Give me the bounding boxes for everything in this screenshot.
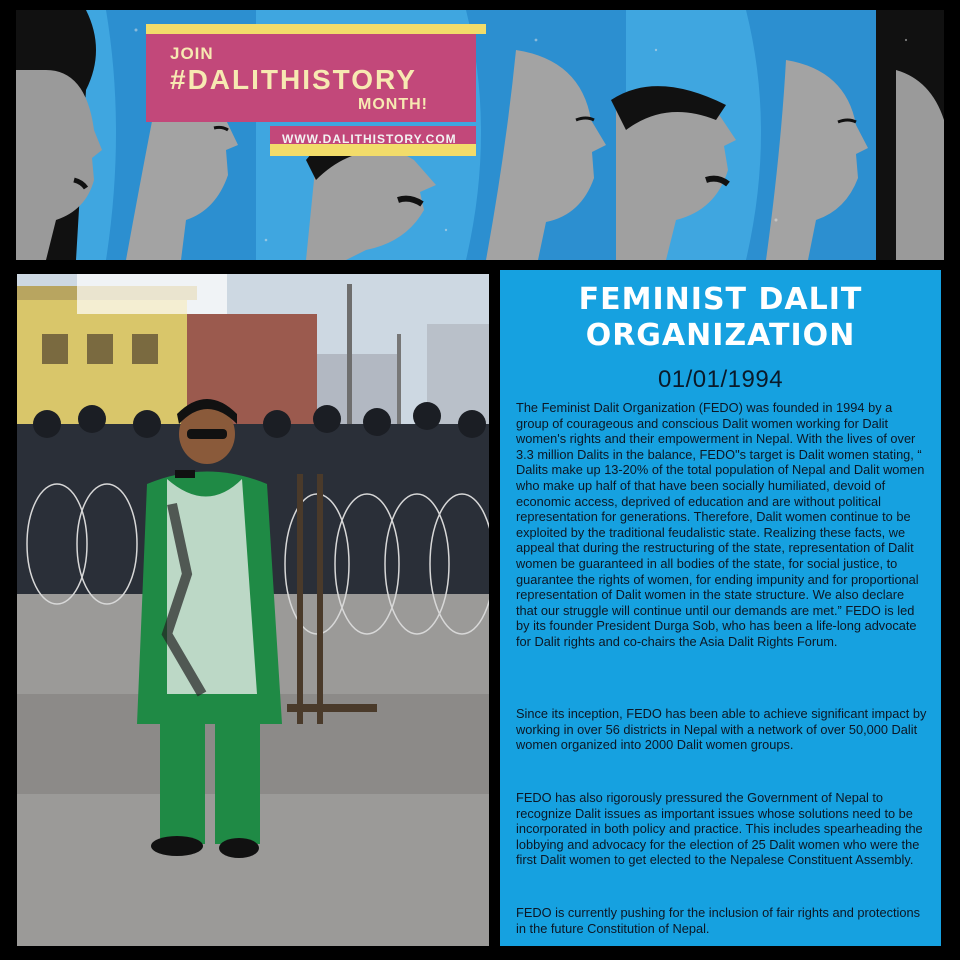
protest-photo-illustration [17,274,489,946]
title-line-1: FEMINIST DALIT [578,282,863,317]
article-panel [500,270,941,946]
promo-month-text: MONTH! [358,96,428,113]
article-paragraph: Since its inception, FEDO has been able to achieve significant impact by working in over 56 districts in Nepal with a network of over 50,000 Dalit women organized into 2000 Dalit women groups. [516,706,927,753]
promo-hashtag: #DALITHISTORY [170,64,417,95]
promo-yellow-stripe [146,24,486,34]
promo-url[interactable]: WWW.DALITHISTORY.COM [282,132,457,146]
article-paragraph: The Feminist Dalit Organization (FEDO) was founded in 1994 by a group of courageous and conscious Dalit women working for Dalit women's rights and their empowerment in Nepal. With the lives of over 3.3 million Dalits in the balance, FEDO"s target is Dalit women stating, “ Dalits make up 13-20% of the total population of Nepal and Dalit women who make up half of that have been socially humiliated, devoid of economic access, deprived of education and are without political representation for generations. Therefore, Dalit women continue to be exploited by the traditional feudalistic state. Realizing these facts, we appeal that during the restructuring of the state, representation of Dalit women be guaranteed in all bodies of the state, for social justice, to guarantee the rights of women, for ending impunity and for proportional representation of Dalit women in the state structure. We also declare that our struggle will continue until our demands are met.” FEDO is led by its founder President Durga Sob, who has been a life-long advocate for Dalit rights and co-chairs the Asia Dalit Rights Forum. [516,400,925,649]
founding-date: 01/01/1994 [657,366,784,393]
article-paragraph: FEDO has also rigorously pressured the Government of Nepal to recognize Dalit issues as important issues whose solutions need to be incorporated in both policy and practice. This includes spearheading the lobbying and advocacy for the election of 25 Dalit women who were the first Dalit women to get elected to the Nepalese Constituent Assembly. [516,790,923,868]
article-paragraph: FEDO is currently pushing for the inclusion of fair rights and protections in the future Constitution of Nepal. [516,905,921,936]
profile-figure-1 [16,10,102,260]
profile-figure-4 [466,10,626,260]
protest-photo [17,274,489,946]
promo-join-text: JOIN [170,44,214,63]
header-banner [16,10,944,260]
organization-title [500,282,941,354]
profile-figure-6 [746,10,876,260]
title-line-2: ORGANIZATION [585,318,856,353]
profile-figure-5 [611,86,736,260]
profile-figure-7 [876,10,944,260]
promo-box [146,24,474,164]
